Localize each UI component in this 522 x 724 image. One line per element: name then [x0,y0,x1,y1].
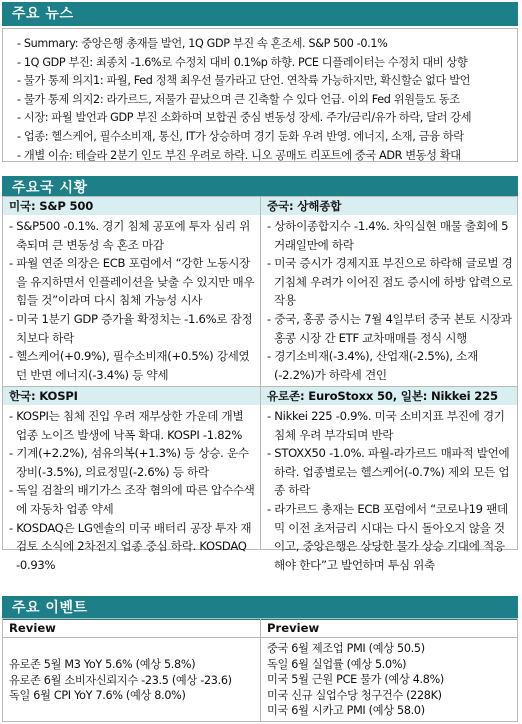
news-item: - 1Q GDP 부진: 최종치 -1.6%로 수정치 대비 0.1%p 하향. PCE 디플레이터는 수정치 대비 상향 [17,55,468,69]
market-bullet: - 미국 1분기 GDP 증가율 확정치는 -1.6%로 잠정치보다 하락 [9,311,253,345]
markets-section-header: 주요국 시황 [2,176,518,200]
news-item: - 업종: 헬스케어, 필수소비재, 통신, IT가 상승하며 경기 둔화 우려 반영. 에너지, 소재, 금융 하락 [17,129,464,143]
market-bullet: - 경기소비재(-3.4%), 산업재(-2.5%), 소재(-2.2%)가 하락세 견인 [267,349,478,382]
europe-japan-market-title: 유로존: EuroStoxx 50, 일본: Nikkei 225 [261,387,517,405]
market-bullet: - 독일 검찰의 배기가스 조작 혐의에 따른 압수수색 에 자동차 업종 약세 [9,483,255,516]
events-divider-horizontal [3,637,517,638]
preview-event-item: 미국 5월 근원 PCE 물가 (예상 4.8%) [267,673,444,687]
market-bullet: - 헬스케어(+0.9%), 필수소비재(+0.5%) 강세였던 반면 에너지(-3.4%) 등 약세 [9,349,250,382]
market-bullet: - KOSDAQ은 LG엔솔의 미국 배터리 공장 투자 재검토 소식에 2차전지 업종 중심 하락. KOSDAQ -0.93% [9,520,252,572]
market-bullet: - Nikkei 225 -0.9%. 미국 소비지표 부진에 경기 침체 우려 부각되며 반락 [267,409,505,442]
news-item: - Summary: 중앙은행 총재들 발언, 1Q GDP 부진 속 혼조세. S&P 500 -0.1% [17,37,388,50]
news-section-header: 주요 뉴스 [2,2,518,26]
review-event-item: 독일 6월 CPI YoY 7.6% (예상 8.0%) [9,689,186,703]
market-bullet: - 중국, 홍콩 증시는 7월 4일부터 중국 본토 시장과 홍콩 시장 간 ETF 교차매매를 정식 시행 [267,311,512,345]
news-box [2,28,518,162]
europe-japan-market-cell [261,405,517,572]
us-market-title: 미국: S&P 500 [3,197,260,215]
news-list [3,29,517,165]
news-item: - 물가 통제 의지2: 라가르드, 저물가 끝났으며 큰 긴축할 수 있다 언급. 이외 Fed 위원들도 동조 [17,92,460,106]
market-bullet: - 상하이종합지수 -1.4%. 차익실현 매물 출회에 5거래일만에 하락 [267,219,509,252]
preview-event-item: 미국 6월 시카고 PMI (예상 58.0) [267,704,425,718]
market-bullet: - 기계(+2.2%), 섬유의복(+1.3%) 등 상승. 운수장비(-3.5%), 의료정밀(-2.6%) 등 하락 [9,446,249,479]
market-bullet: - STOXX50 -1.0%. 파월-라가르드 매파적 발언에 하락. 업종별로는 헬스케어(-0.7%) 제외 모든 업종 하락 [267,446,510,498]
review-list [3,657,260,704]
china-market-cell [261,215,517,386]
events-box [2,618,518,722]
review-event-item: 유로존 5월 M3 YoY 5.6% (예상 5.8%) [9,658,196,671]
market-bullet: - 파월 연준 의장은 ECB 포럼에서 “강한 노동시장을 유지하면서 인플레이션을 낮출 수 있지만 매우 힘들 것”이라며 다시 침체 가능성 시사 [9,256,255,308]
news-item: - 개별 이슈: 테슬라 2분기 인도 부진 우려로 하락. 니오 공매도 리포트에 중국 ADR 변동성 확대 [17,148,461,162]
preview-list [261,641,517,719]
review-label: Review [9,621,56,635]
china-market-title: 중국: 상해종합 [261,197,517,215]
preview-event-item: 미국 신규 실업수당 청구건수 (228K) [267,688,442,702]
events-section-header: 주요 이벤트 [2,596,518,620]
preview-event-item: 독일 6월 실업률 (예상 5.0%) [267,657,407,671]
market-bullet: - 라가르드 총재는 ECB 포럼에서 “코로나19 팬데믹 이전 초저금리 시대는 다시 돌아오지 않을 것이고, 중앙은행은 상당한 물가 상승 기대에 적응해야 한다”고 발언하며 투심 위축 [267,501,508,572]
news-item: - 물가 통제 의지1: 파월, Fed 정책 최우선 물가라고 단언. 연착륙 가능하지만, 확신할순 없다 발언 [17,74,471,88]
us-market-cell [3,215,260,386]
markets-grid [2,196,518,572]
preview-label: Preview [267,621,320,635]
market-bullet: - S&P500 -0.1%. 경기 침체 공포에 투자 심리 위축되며 큰 변동성 속 혼조 마감 [9,219,251,252]
review-event-item: 유로존 6월 소비자신뢰지수 -23.5 (예상 -23.6) [9,673,232,687]
korea-market-title: 한국: KOSPI [3,387,260,405]
market-bullet: - KOSPI는 침체 진입 우려 재부상한 가운데 개별 업종 노이즈 발생에 낙폭 확대. KOSPI -1.82% [9,409,244,442]
news-item: - 시장: 파월 발언과 GDP 부진 소화하며 보합권 중심 변동성 장세. 주가/금리/유가 하락, 달러 강세 [17,111,472,125]
korea-market-cell [3,405,260,572]
preview-event-item: 중국 6월 제조업 PMI (예상 50.5) [267,642,425,655]
market-bullet: - 미국 증시가 경제지표 부진으로 하락해 글로벌 경기침체 우려가 이어진 점도 증시에 하방 압력으로 작용 [267,256,513,308]
